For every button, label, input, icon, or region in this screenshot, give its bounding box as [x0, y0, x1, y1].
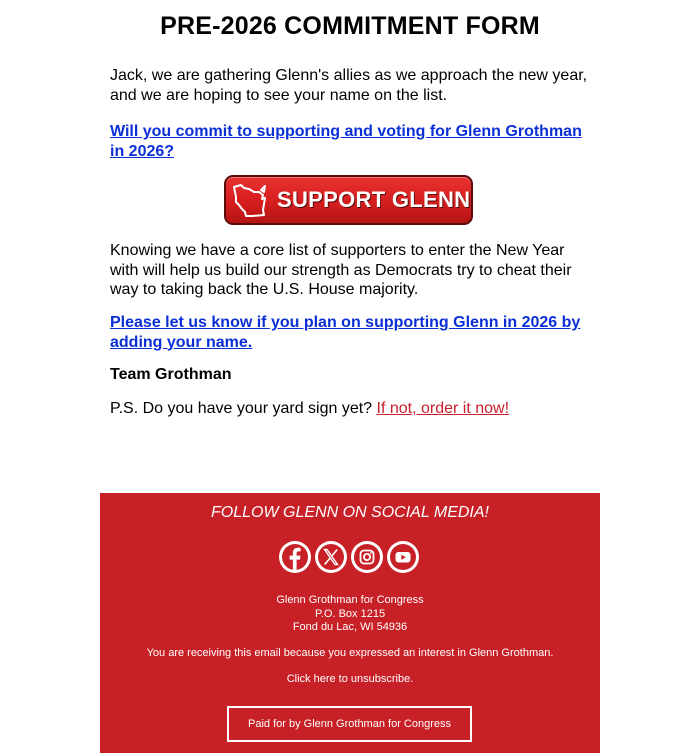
- x-icon[interactable]: [315, 541, 347, 573]
- add-name-paragraph: [110, 313, 590, 352]
- footer: [100, 493, 600, 753]
- po-box: P.O. Box 1215: [314, 607, 386, 620]
- facebook-icon[interactable]: [279, 541, 311, 573]
- intro-paragraph: Jack, we are gathering Glenn's allies as we approach the new year, and we are hoping to see your name on the list.: [110, 67, 588, 104]
- unsubscribe-link[interactable]: Click here to unsubscribe.: [286, 673, 414, 685]
- commit-link[interactable]: Will you commit to supporting and voting for Glenn Grothman in 2026?: [110, 123, 582, 160]
- yard-sign-link[interactable]: If not, order it now: [376, 400, 505, 417]
- email-notice: You are receiving this email because you expressed an interest in Glenn Grothman.: [146, 647, 554, 659]
- commit-paragraph: [110, 122, 590, 161]
- body-paragraph: Knowing we have a core list of supporters to enter the New Year with will help us build our strength as Democrats try to cheat their way to taking back the U.S. House majority.: [110, 242, 572, 298]
- ps-prefix: P.S. Do you have your yard sign yet?: [110, 400, 377, 417]
- add-name-link[interactable]: Please let us know if you plan on supporting Glenn in 2026 by adding your name.: [110, 314, 581, 351]
- org-name: Glenn Grothman for Congress: [276, 594, 424, 606]
- signature: Team Grothman: [110, 366, 232, 383]
- instagram-icon[interactable]: [351, 541, 383, 573]
- ps-suffix: !: [504, 400, 510, 417]
- youtube-icon[interactable]: [387, 541, 419, 573]
- ps-paragraph: [110, 399, 590, 419]
- mailing-address: [100, 594, 600, 635]
- paid-for-disclaimer: Paid for by Glenn Grothman for Congress: [227, 706, 472, 742]
- follow-heading: FOLLOW GLENN ON SOCIAL MEDIA!: [211, 504, 489, 521]
- social-icons: [279, 541, 419, 573]
- page-title: PRE-2026 COMMITMENT FORM: [160, 12, 540, 40]
- city-state-zip: Fond du Lac, WI 54936: [292, 621, 408, 633]
- wisconsin-icon: [232, 181, 268, 219]
- support-glenn-label: SUPPORT GLENN: [277, 187, 471, 212]
- support-glenn-button[interactable]: [224, 175, 473, 225]
